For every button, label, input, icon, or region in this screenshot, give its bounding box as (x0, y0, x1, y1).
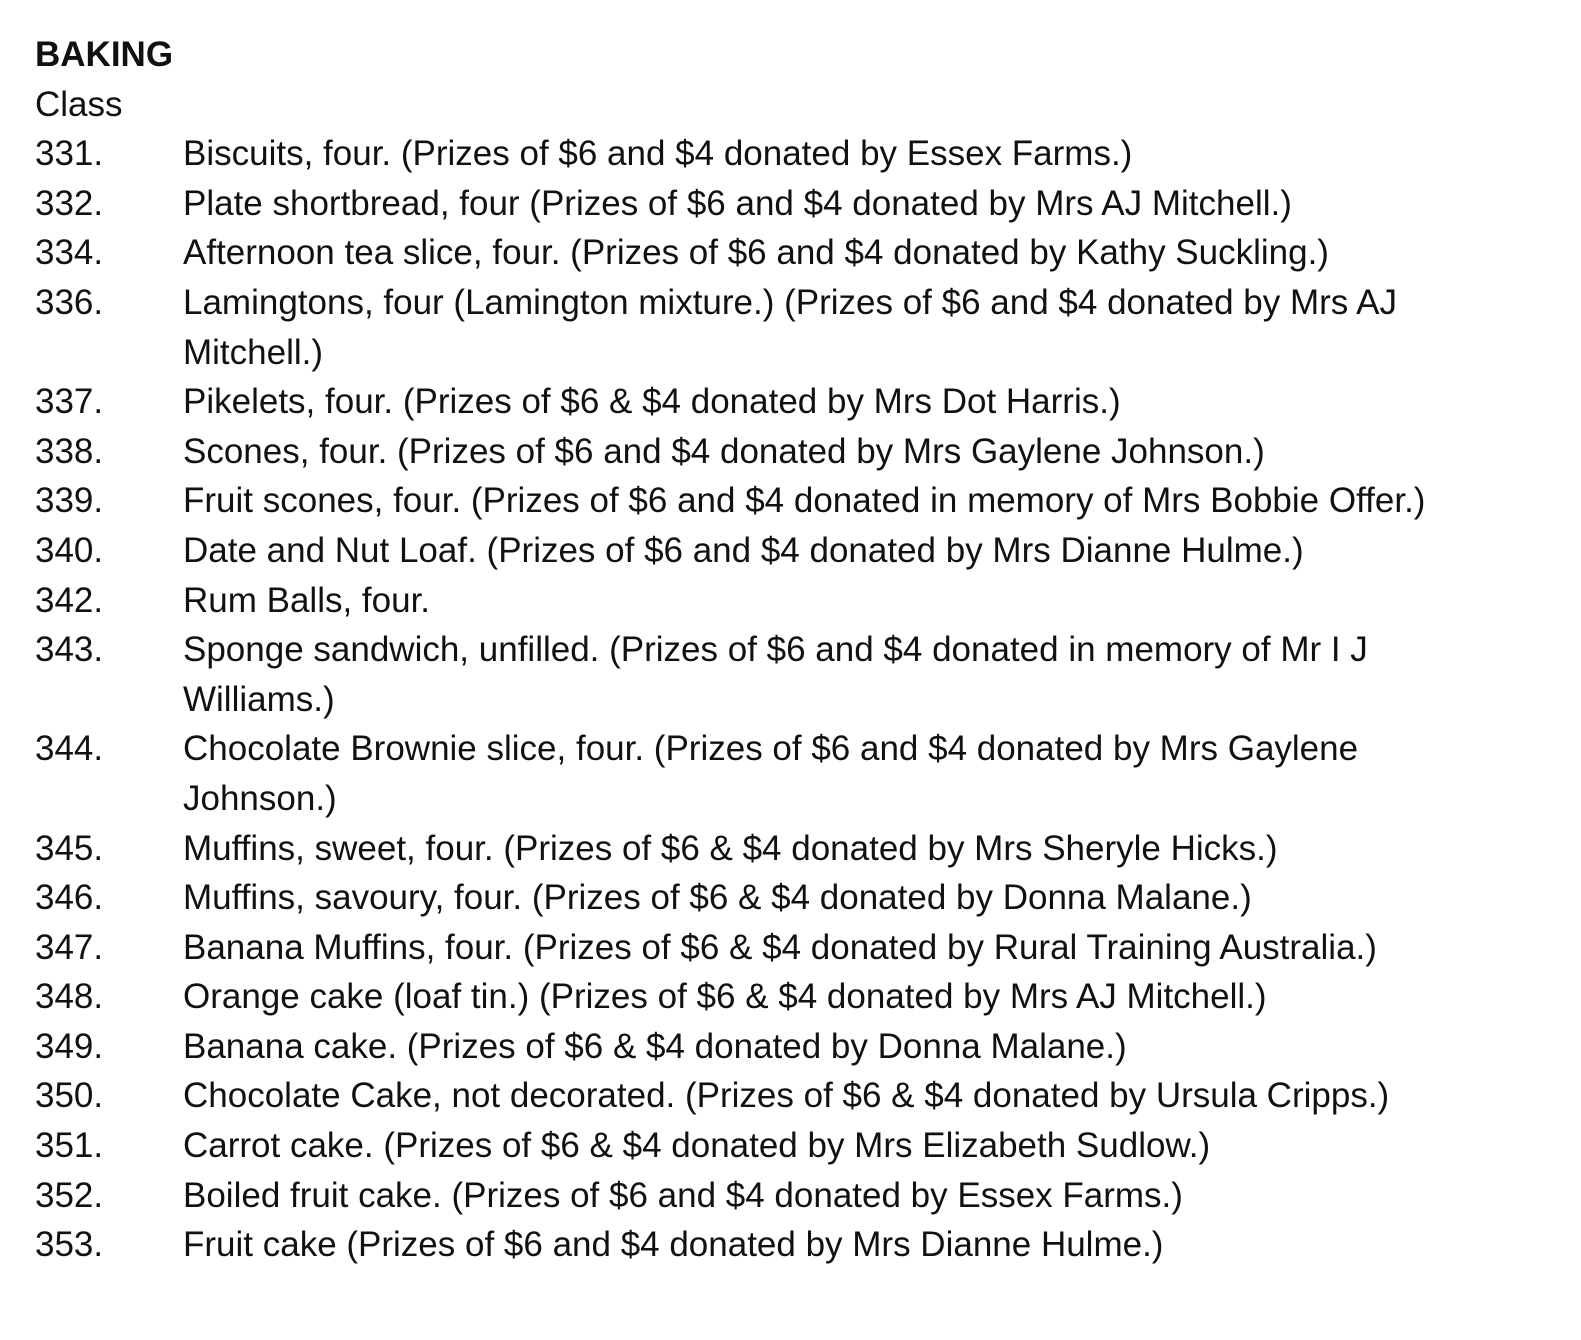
class-description: Scones, four. (Prizes of $6 and $4 donated by Mrs Gaylene Johnson.) (183, 431, 1265, 471)
class-entry (35, 724, 1541, 823)
class-description: Biscuits, four. (Prizes of $6 and $4 donated by Essex Farms.) (183, 134, 1133, 174)
class-description: Afternoon tea slice, four. (Prizes of $6 and $4 donated by Kathy Suckling.) (183, 233, 1329, 273)
class-entry (35, 972, 1541, 1022)
class-number: 332. (35, 183, 104, 223)
class-number: 343. (35, 630, 104, 670)
class-number: 353. (35, 1225, 104, 1265)
class-entry (35, 1171, 1541, 1221)
section-heading: BAKING (35, 35, 174, 74)
class-entry (35, 278, 1541, 377)
class-number: 344. (35, 729, 104, 769)
class-entry (35, 179, 1541, 229)
class-description: Fruit cake (Prizes of $6 and $4 donated by Mrs Dianne Hulme.) (183, 1225, 1164, 1265)
class-description: Orange cake (loaf tin.) (Prizes of $6 & $4 donated by Mrs AJ Mitchell.) (183, 977, 1267, 1017)
class-number: 337. (35, 382, 104, 422)
class-number: 346. (35, 878, 104, 918)
class-entry (35, 526, 1541, 576)
class-description: Plate shortbread, four (Prizes of $6 and $4 donated by Mrs AJ Mitchell.) (183, 183, 1292, 223)
class-number: 345. (35, 828, 104, 868)
class-description: Chocolate Cake, not decorated. (Prizes of $6 & $4 donated by Ursula Cripps.) (183, 1076, 1390, 1116)
class-entry (35, 228, 1541, 278)
class-entry (35, 427, 1541, 477)
class-description: Carrot cake. (Prizes of $6 & $4 donated by Mrs Elizabeth Sudlow.) (183, 1126, 1211, 1166)
class-entry (35, 824, 1541, 874)
class-description: Muffins, sweet, four. (Prizes of $6 & $4 donated by Mrs Sheryle Hicks.) (183, 828, 1278, 868)
class-description: Pikelets, four. (Prizes of $6 & $4 donated by Mrs Dot Harris.) (183, 382, 1121, 422)
class-entry-list (35, 129, 1541, 1270)
class-description: Chocolate Brownie slice, four. (Prizes of $6 and $4 donated by Mrs Gaylene Johnson.) (183, 729, 1359, 818)
class-number: 350. (35, 1076, 104, 1116)
class-entry (35, 1121, 1541, 1171)
class-description: Banana Muffins, four. (Prizes of $6 & $4 donated by Rural Training Australia.) (183, 927, 1377, 967)
class-number: 340. (35, 530, 104, 570)
class-entry (35, 625, 1541, 724)
class-entry (35, 873, 1541, 923)
class-entry (35, 923, 1541, 973)
class-number: 348. (35, 977, 104, 1017)
class-description: Lamingtons, four (Lamington mixture.) (Prizes of $6 and $4 donated by Mrs AJ Mitchell.) (183, 282, 1397, 372)
class-label: Class (35, 84, 123, 124)
class-number: 352. (35, 1175, 104, 1215)
class-number: 338. (35, 431, 104, 471)
class-entry (35, 1071, 1541, 1121)
class-number: 347. (35, 927, 104, 967)
class-entry (35, 129, 1541, 179)
class-description: Fruit scones, four. (Prizes of $6 and $4 donated in memory of Mrs Bobbie Offer.) (183, 481, 1426, 521)
class-number: 351. (35, 1126, 104, 1166)
class-number: 349. (35, 1026, 104, 1066)
class-entry (35, 377, 1541, 427)
class-number: 339. (35, 481, 104, 521)
class-description: Date and Nut Loaf. (Prizes of $6 and $4 donated by Mrs Dianne Hulme.) (183, 530, 1304, 570)
class-number: 336. (35, 282, 104, 322)
class-description: Banana cake. (Prizes of $6 & $4 donated by Donna Malane.) (183, 1026, 1127, 1066)
class-entry (35, 476, 1541, 526)
class-entry (35, 1022, 1541, 1072)
class-description: Rum Balls, four. (183, 580, 431, 620)
class-entry (35, 1220, 1541, 1270)
class-entry (35, 576, 1541, 626)
class-number: 342. (35, 580, 104, 620)
class-description: Boiled fruit cake. (Prizes of $6 and $4 donated by Essex Farms.) (183, 1175, 1183, 1215)
class-description: Muffins, savoury, four. (Prizes of $6 & $4 donated by Donna Malane.) (183, 878, 1252, 918)
class-number: 331. (35, 134, 104, 174)
class-description: Sponge sandwich, unfilled. (Prizes of $6 and $4 donated in memory of Mr I J Williams.) (183, 630, 1368, 719)
class-number: 334. (35, 233, 104, 273)
